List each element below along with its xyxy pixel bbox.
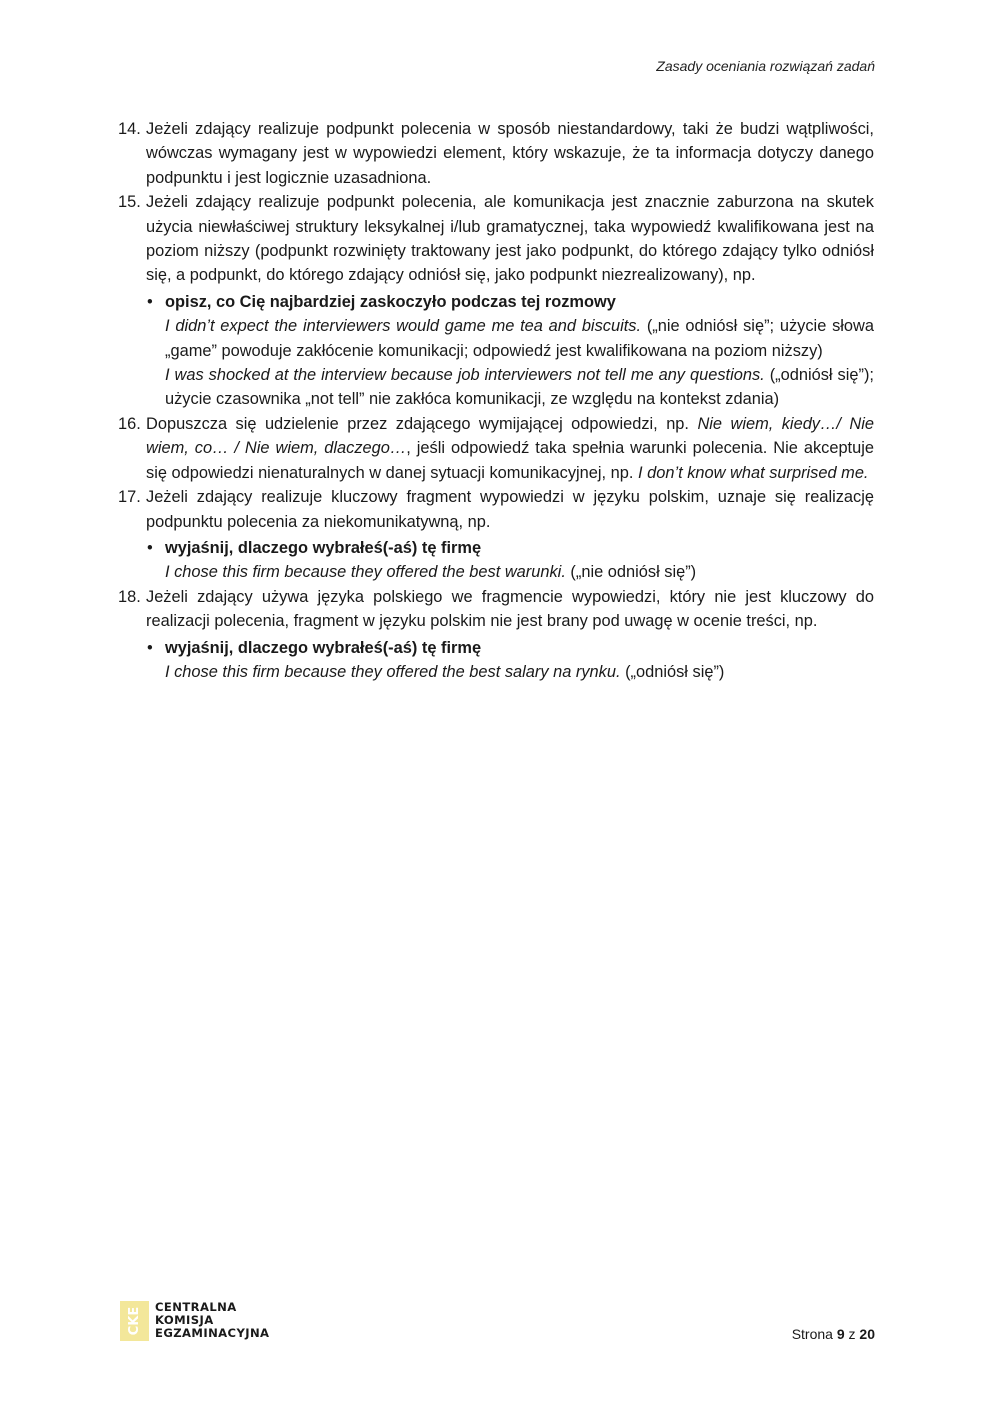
example-1 [165,314,874,363]
example-quote: I didn’t expect the interviewers would game me tea and biscuits. [165,317,642,336]
item-number: 16. [118,414,141,433]
example-2 [165,363,874,412]
example-quote: I don’t know what surprised me. [638,463,869,482]
item-number: 15. [118,193,141,212]
item-number: 14. [118,120,141,138]
example-comment: („odniósł się”) [620,662,725,681]
item-text: Jeżeli zdający realizuje kluczowy fragment wypowiedzi w języku polskim, uznaje się realizację podpunktu polecenia za niekomunikatywną, np. [146,488,874,531]
item-text: Dopuszcza się udzielenie przez zdającego wymijającej odpowiedzi, np. [146,414,698,433]
example-comment: („odniósł się”); użycie czasownika „not tell” nie zakłóca komunikacji, ze względu na kontekst zdania) [165,366,874,409]
bullet-item [146,536,874,585]
logo-line: KOMISJA [155,1313,214,1327]
page-number [792,1326,875,1342]
bullet-icon: • [147,292,153,311]
bullet-task: opisz, co Cię najbardziej zaskoczyło podczas tej rozmowy [165,292,616,311]
example-quote: I was shocked at the interview because job interviewers not tell me any questions. [165,366,765,385]
item-text: Jeżeli zdający realizuje podpunkt polecenia w sposób niestandardowy, taki że budzi wątpliwości, wówczas wymagany jest w wypowiedzi element, który wskazuje, że ta informacja dotyczy danego podpunktu i jest logicznie uzasadniona. [146,120,874,187]
example-quote: I chose this firm because they offered the best warunki. [165,563,566,582]
logo-mark-text: CKE [127,1306,142,1336]
bullet-task: wyjaśnij, dlaczego wybrałeś(-aś) tę firmę [165,638,482,657]
rule-item [118,190,874,412]
rule-item [118,485,874,585]
bullet-item [146,636,874,685]
page-separator: z [844,1326,860,1342]
item-text: Jeżeli zdający realizuje podpunkt polecenia, ale komunikacja jest znacznie zaburzona na skutek użycia niewłaściwej struktury leksykalnej i/lub gramatycznej, taka wypowiedź kwalifikowana jest na poziom niższy (podpunkt rozwinięty traktowany jest jako podpunkt, do którego zdający tylko odniósł się, a podpunkt, do którego zdający odniósł się, jako podpunkt niezrealizowany), np. [146,193,874,285]
rule-item [118,585,874,685]
bullet-icon: • [147,538,153,557]
logo-line: CENTRALNA [155,1300,237,1314]
rule-item [118,412,874,485]
example-comment: („nie odniósł się”) [565,563,697,582]
bullet-item [146,290,874,412]
logo-line: EGZAMINACYJNA [155,1326,270,1340]
page-header: Zasady oceniania rozwiązań zadań [656,58,875,74]
item-text: , jeśli odpowiedź taka spełnia warunki polecenia. Nie akceptuje się odpowiedzi nienaturalnych w danej sytuacji komunikacyjnej, np. [146,439,874,482]
item-number: 18. [118,587,141,606]
rule-item [118,117,874,190]
bullet-icon: • [147,638,153,657]
item-text: Jeżeli zdający używa języka polskiego we fragmencie wypowiedzi, który nie jest kluczowy do realizacji polecenia, fragment w języku polskim nie jest brany pod uwagę w ocenie treści, np. [146,587,874,631]
example-quote: Nie wiem, kiedy…/ Nie wiem, co… / Nie wiem, dlaczego… [146,414,874,458]
example-1 [165,660,874,684]
page-label: Strona [791,1326,837,1342]
logo-text [155,1301,269,1340]
page-current: 9 [836,1326,845,1342]
bullet-task: wyjaśnij, dlaczego wybrałeś(-aś) tę firmę [165,538,482,557]
cke-logo-icon [120,1301,149,1341]
example-1 [165,560,874,584]
item-number: 17. [118,488,141,507]
example-comment: („nie odniósł się”; użycie słowa „game” powoduje zakłócenie komunikacji; odpowiedź jest kwalifikowana na poziom niższy) [165,317,875,360]
page-total: 20 [859,1326,875,1342]
rules-list [118,117,874,684]
cke-logo [120,1301,269,1341]
example-quote: I chose this firm because they offered the best salary na rynku. [165,662,621,681]
